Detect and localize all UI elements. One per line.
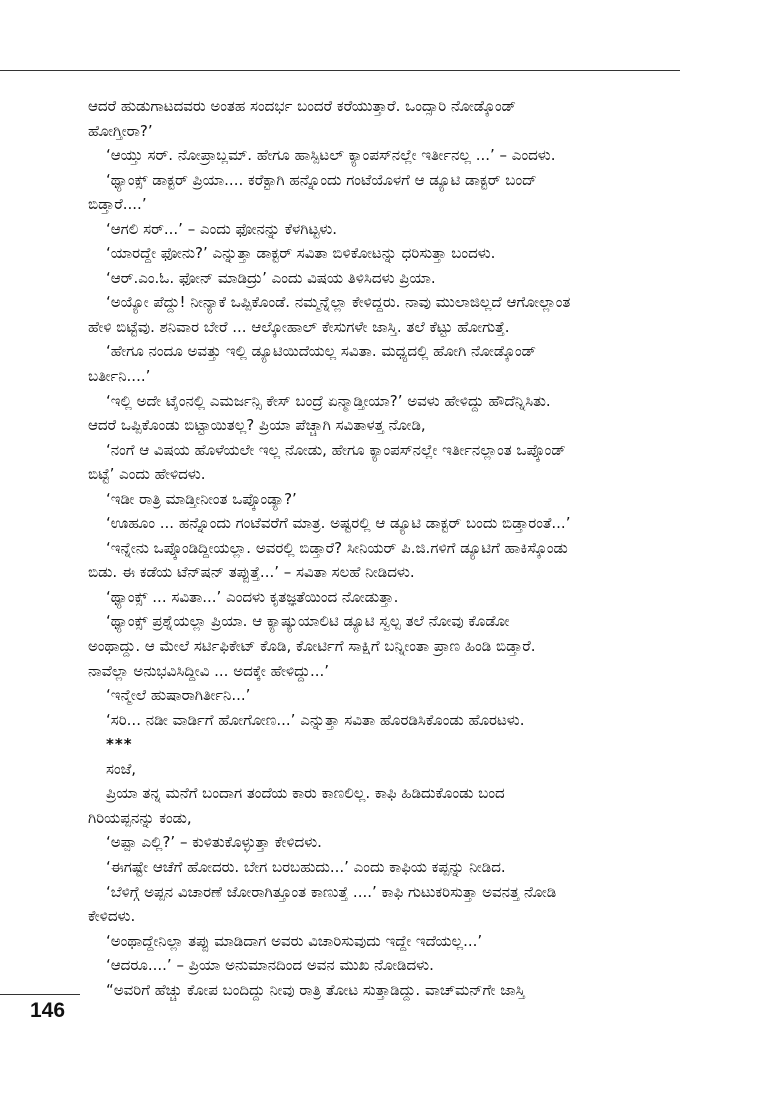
text-line: ‘ನಂಗೆ ಆ ವಿಷಯ ಹೊಳೆಯಲೇ ಇಲ್ಲ ನೋಡು, ಹೇಗೂ ಕ್ಯಾಂಪಸ್‌ನಲ್ಲೇ ಇರ್ತೀನಲ್ಲಾಂತ ಒಪ್ಕೊಂಡ್ bbox=[106, 440, 566, 459]
text-line: ‘ಯಾರದ್ದೇ ಫೋನು?’ ಎನ್ನುತ್ತಾ ಡಾಕ್ಟರ್ ಸವಿತಾ ಬಿಳಿಕೋಟನ್ನು ಧರಿಸುತ್ತಾ ಬಂದಳು. bbox=[106, 244, 496, 263]
text-line: ‘ಸರಿ... ನಡೀ ವಾರ್ಡಿಗೆ ಹೋಗೋಣ...’ ಎನ್ನುತ್ತಾ ಸವಿತಾ ಹೊರಡಿಸಿಕೊಂಡು ಹೊರಟಳು. bbox=[106, 710, 525, 729]
text-line: ‘ಥ್ಯಾಂಕ್ಸ್ ಪ್ರಶ್ನೆಯಲ್ಲಾ ಪ್ರಿಯಾ. ಆ ಕ್ಯಾಷ್ಯುಯಾಲಿಟಿ ಡ್ಯೂಟಿ ಸ್ವಲ್ಪ ತಲೆ ನೋವು ಕೊಡೋ bbox=[106, 612, 510, 631]
text-line: ಕೇಳಿದಳು. bbox=[88, 907, 136, 926]
text-line: ನಾವೆಲ್ಲಾ ಅನುಭವಿಸಿದ್ದೀವಿ ... ಅದಕ್ಕೇ ಹೇಳಿದ್ದು...’ bbox=[88, 661, 330, 680]
text-line: ‘ಥ್ಯಾಂಕ್ಸ್ ... ಸವಿತಾ...’ ಎಂದಳು ಕೃತಜ್ಞತೆಯಿಂದ ನೋಡುತ್ತಾ. bbox=[106, 587, 399, 606]
text-line: ‘ಆರ್.ಎಂ.ಓ. ಫೋನ್ ಮಾಡಿದ್ರು’ ಎಂದು ವಿಷಯ ತಿಳಿಸಿದಳು ಪ್ರಿಯಾ. bbox=[106, 268, 436, 287]
header-rule bbox=[0, 70, 680, 71]
text-line: ಗಿರಿಯಪ್ಪನನ್ನು ಕಂಡು, bbox=[88, 808, 192, 827]
text-line: ಸಂಜೆ, bbox=[106, 759, 137, 778]
page-number: 146 bbox=[30, 999, 66, 1022]
text-line: ಅಂಥಾದ್ದು. ಆ ಮೇಲೆ ಸರ್ಟಿಫಿಕೇಟ್ ಕೊಡಿ, ಕೋರ್ಟಿಗೆ ಸಾಕ್ಷಿಗೆ ಬನ್ನೀಂತಾ ಪ್ರಾಣ ಹಿಂಡಿ ಬಿಡ್ತಾರೆ. bbox=[88, 637, 536, 656]
text-line: ‘ಇನ್ಮೇಲೆ ಹುಷಾರಾಗಿರ್ತೀನಿ...’ bbox=[106, 686, 251, 705]
text-line: ಹೇಳಿ ಬಿಟ್ಟೆವು. ಶನಿವಾರ ಬೇರೆ ... ಆಲ್ಕೋಹಾಲ್ ಕೇಸುಗಳೇ ಜಾಸ್ತಿ. ತಲೆ ಕೆಟ್ಟು ಹೋಗುತ್ತೆ. bbox=[88, 317, 510, 336]
text-line: ‘ಆಗಲಿ ಸರ್...’ – ಎಂದು ಫೋನನ್ನು ಕೆಳಗಿಟ್ಟಳು. bbox=[106, 219, 338, 238]
text-line: ‘ಅಯ್ಯೋ ಪೆದ್ದು! ನೀನ್ಯಾಕೆ ಒಪ್ಪಿಕೊಂಡೆ. ನಮ್ಮನ್ನೆಲ್ಲಾ ಕೇಳಿದ್ದರು. ನಾವು ಮುಲಾಜಿಲ್ಲದೆ ಆಗೋಲ್ಲಾಂತ bbox=[106, 293, 571, 312]
text-line: ಬರ್ತೀನಿ....’ bbox=[88, 367, 151, 386]
text-line: ‘ಬೆಳಿಗ್ಗೆ ಅಪ್ಪನ ವಿಚಾರಣೆ ಜೋರಾಗಿತ್ತೂಂತ ಕಾಣುತ್ತೆ ....’ ಕಾಫಿ ಗುಟುಕರಿಸುತ್ತಾ ಅವನತ್ತ ನೋಡಿ bbox=[106, 882, 557, 901]
text-line: ‘ಊಹೂಂ ... ಹನ್ನೊಂದು ಗಂಟೆವರೆಗೆ ಮಾತ್ರ. ಅಷ್ಟರಲ್ಲಿ ಆ ಡ್ಯೂಟಿ ಡಾಕ್ಟರ್ ಬಂದು ಬಿಡ್ತಾರಂತೆ...’ bbox=[106, 514, 571, 533]
text-line: ‘ಇನ್ನೇನು ಒಪ್ಕೊಂಡಿದ್ದೀಯಲ್ಲಾ. ಅವರಲ್ಲಿ ಬಿಡ್ತಾರೆ? ಸೀನಿಯರ್ ಪಿ.ಜಿ.ಗಳಿಗೆ ಡ್ಯೂಟಿಗೆ ಹಾಕಿಸ್ಕೊಂಡು bbox=[106, 538, 568, 557]
text-line: ‘ಇಲ್ಲಿ ಅದೇ ಟೈಂನಲ್ಲಿ ಎಮರ್ಜನ್ಸಿ ಕೇಸ್ ಬಂದ್ರೆ ಏನ್ಮಾಡ್ತೀಯಾ?’ ಅವಳು ಹೇಳಿದ್ದು ಹೌದೆನ್ನಿಸಿತು. bbox=[106, 391, 551, 410]
text-line: ‘ಅಪ್ಪಾ ಎಲ್ಲಿ?’ – ಕುಳಿತುಕೊಳ್ಳುತ್ತಾ ಕೇಳಿದಳು. bbox=[106, 833, 322, 852]
section-separator: *** bbox=[106, 735, 133, 754]
text-line: “ಅವರಿಗೆ ಹೆಚ್ಚು ಕೋಪ ಬಂದಿದ್ದು ನೀವು ರಾತ್ರಿ ತೋಟ ಸುತ್ತಾಡಿದ್ದು. ವಾಚ್‌ಮನ್‌ಗೇ ಜಾಸ್ತಿ bbox=[106, 980, 525, 999]
text-line: ‘ಆದರೂ....’ – ಪ್ರಿಯಾ ಅನುಮಾನದಿಂದ ಅವನ ಮುಖ ನೋಡಿದಳು. bbox=[106, 956, 434, 975]
footer-rule bbox=[0, 994, 80, 995]
text-line: ‘ಥ್ಯಾಂಕ್ಸ್ ಡಾಕ್ಟರ್ ಪ್ರಿಯಾ.... ಕರೆಕ್ಟಾಗಿ ಹನ್ನೊಂದು ಗಂಟೆಯೊಳಗೆ ಆ ಡ್ಯೂಟಿ ಡಾಕ್ಟರ್ ಬಂದ್ bbox=[106, 170, 537, 189]
text-line: ‘ಆಯ್ತು ಸರ್. ನೋಪ್ರಾಬ್ಲಮ್. ಹೇಗೂ ಹಾಸ್ಪಿಟಲ್ ಕ್ಯಾಂಪಸ್‌ನಲ್ಲೇ ಇರ್ತೀನಲ್ಲ ...’ – ಎಂದಳು. bbox=[106, 146, 556, 165]
text-line: ಪ್ರಿಯಾ ತನ್ನ ಮನೆಗೆ ಬಂದಾಗ ತಂದೆಯ ಕಾರು ಕಾಣಲಿಲ್ಲ. ಕಾಫಿ ಹಿಡಿದುಕೊಂಡು ಬಂದ bbox=[106, 784, 505, 803]
text-line: ‘ಅಂಥಾದ್ದೇನಿಲ್ಲಾ ತಪ್ಪು ಮಾಡಿದಾಗ ಅವರು ವಿಚಾರಿಸುವುದು ಇದ್ದೇ ಇದೆಯಲ್ಲ...’ bbox=[106, 931, 483, 950]
text-line: ಬಿಟ್ಟೆ’ ಎಂದು ಹೇಳಿದಳು. bbox=[88, 465, 206, 484]
text-line: ಹೋಗ್ತೀರಾ?’ bbox=[88, 121, 153, 140]
text-line: ಆದರೆ ಹುಡುಗಾಟದವರು ಅಂತಹ ಸಂದರ್ಭ ಬಂದರೆ ಕರೆಯುತ್ತಾರೆ. ಒಂದ್ಸಾರಿ ನೋಡ್ಕೊಂಡ್ bbox=[88, 97, 517, 115]
text-line: ‘ಹೇಗೂ ನಂದೂ ಅವತ್ತು ಇಲ್ಲಿ ಡ್ಯೂಟಿಯಿದೆಯಲ್ಲ ಸವಿತಾ. ಮಧ್ಯದಲ್ಲಿ ಹೋಗಿ ನೋಡ್ಕೊಂಡ್ bbox=[106, 342, 537, 361]
text-line: ‘ಈಗಷ್ಟೇ ಆಚೆಗೆ ಹೋದರು. ಬೇಗ ಬರಬಹುದು...’ ಎಂದು ಕಾಫಿಯ ಕಪ್ಪನ್ನು ನೀಡಿದ. bbox=[106, 857, 506, 876]
text-line: ‘ಇಡೀ ರಾತ್ರಿ ಮಾಡ್ತೀನೀಂತ ಒಪ್ಕೊಂಡ್ಯಾ?’ bbox=[106, 489, 297, 508]
text-line: ಬಿಡ್ತಾರೆ....’ bbox=[88, 195, 147, 214]
text-line: ಬಿಡು. ಈ ಕಡೆಯ ಟೆನ್‌ಷನ್ ತಪ್ಪುತ್ತೆ...’ – ಸವಿತಾ ಸಲಹೆ ನೀಡಿದಳು. bbox=[88, 563, 415, 582]
page-body-text bbox=[88, 94, 688, 1002]
text-line: ಆದರೆ ಒಪ್ಪಿಕೊಂಡು ಬಿಟ್ಟಾಯಿತಲ್ಲ? ಪ್ರಿಯಾ ಪೆಚ್ಚಾಗಿ ಸವಿತಾಳತ್ತ ನೋಡಿ, bbox=[88, 416, 426, 435]
